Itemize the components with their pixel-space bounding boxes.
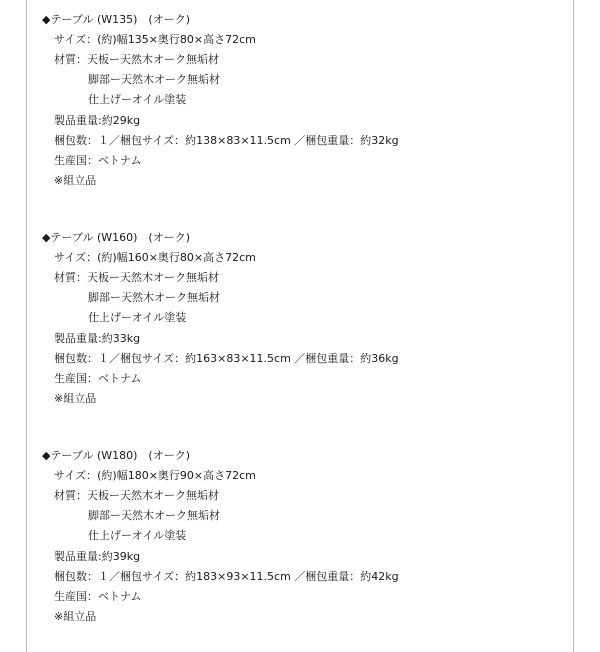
product-origin: 生産国：ベトナム [54, 154, 142, 167]
product-material-finish: 仕上げーオイル塗装 [88, 93, 187, 106]
product-origin: 生産国：ベトナム [54, 590, 142, 603]
product-material: 材質：天板ー天然木オーク無垢材 [54, 271, 219, 284]
product-title: ◆テーブル (W180) (オーク) [42, 449, 191, 462]
product-size: サイズ：(約)幅160×奥行80×高さ72cm [54, 251, 256, 264]
product-title: ◆テーブル (W160) (オーク) [42, 231, 191, 244]
product-material-legs: 脚部ー天然木オーク無垢材 [88, 509, 220, 522]
product-weight: 製品重量:約33kg [54, 332, 141, 345]
product-weight: 製品重量:約29kg [54, 114, 141, 127]
product-material-legs: 脚部ー天然木オーク無垢材 [88, 73, 220, 86]
product-material-legs: 脚部ー天然木オーク無垢材 [88, 291, 220, 304]
product-note: ※組立品 [54, 392, 97, 405]
product-title: ◆テーブル (W135) (オーク) [42, 13, 191, 26]
product-note: ※組立品 [54, 610, 97, 623]
product-package: 梱包数：１／梱包サイズ：約183×93×11.5cm ／梱包重量：約42kg [54, 570, 399, 583]
product-size: サイズ：(約)幅135×奥行80×高さ72cm [54, 33, 256, 46]
product-material-finish: 仕上げーオイル塗装 [88, 311, 187, 324]
product-origin: 生産国：ベトナム [54, 372, 142, 385]
product-note: ※組立品 [54, 174, 97, 187]
product-material: 材質：天板ー天然木オーク無垢材 [54, 53, 219, 66]
product-package: 梱包数：１／梱包サイズ：約138×83×11.5cm ／梱包重量：約32kg [54, 134, 399, 147]
product-material: 材質：天板ー天然木オーク無垢材 [54, 489, 219, 502]
product-weight: 製品重量:約39kg [54, 550, 141, 563]
product-size: サイズ：(約)幅180×奥行90×高さ72cm [54, 469, 256, 482]
product-material-finish: 仕上げーオイル塗装 [88, 529, 187, 542]
product-package: 梱包数：１／梱包サイズ：約163×83×11.5cm ／梱包重量：約36kg [54, 352, 399, 365]
